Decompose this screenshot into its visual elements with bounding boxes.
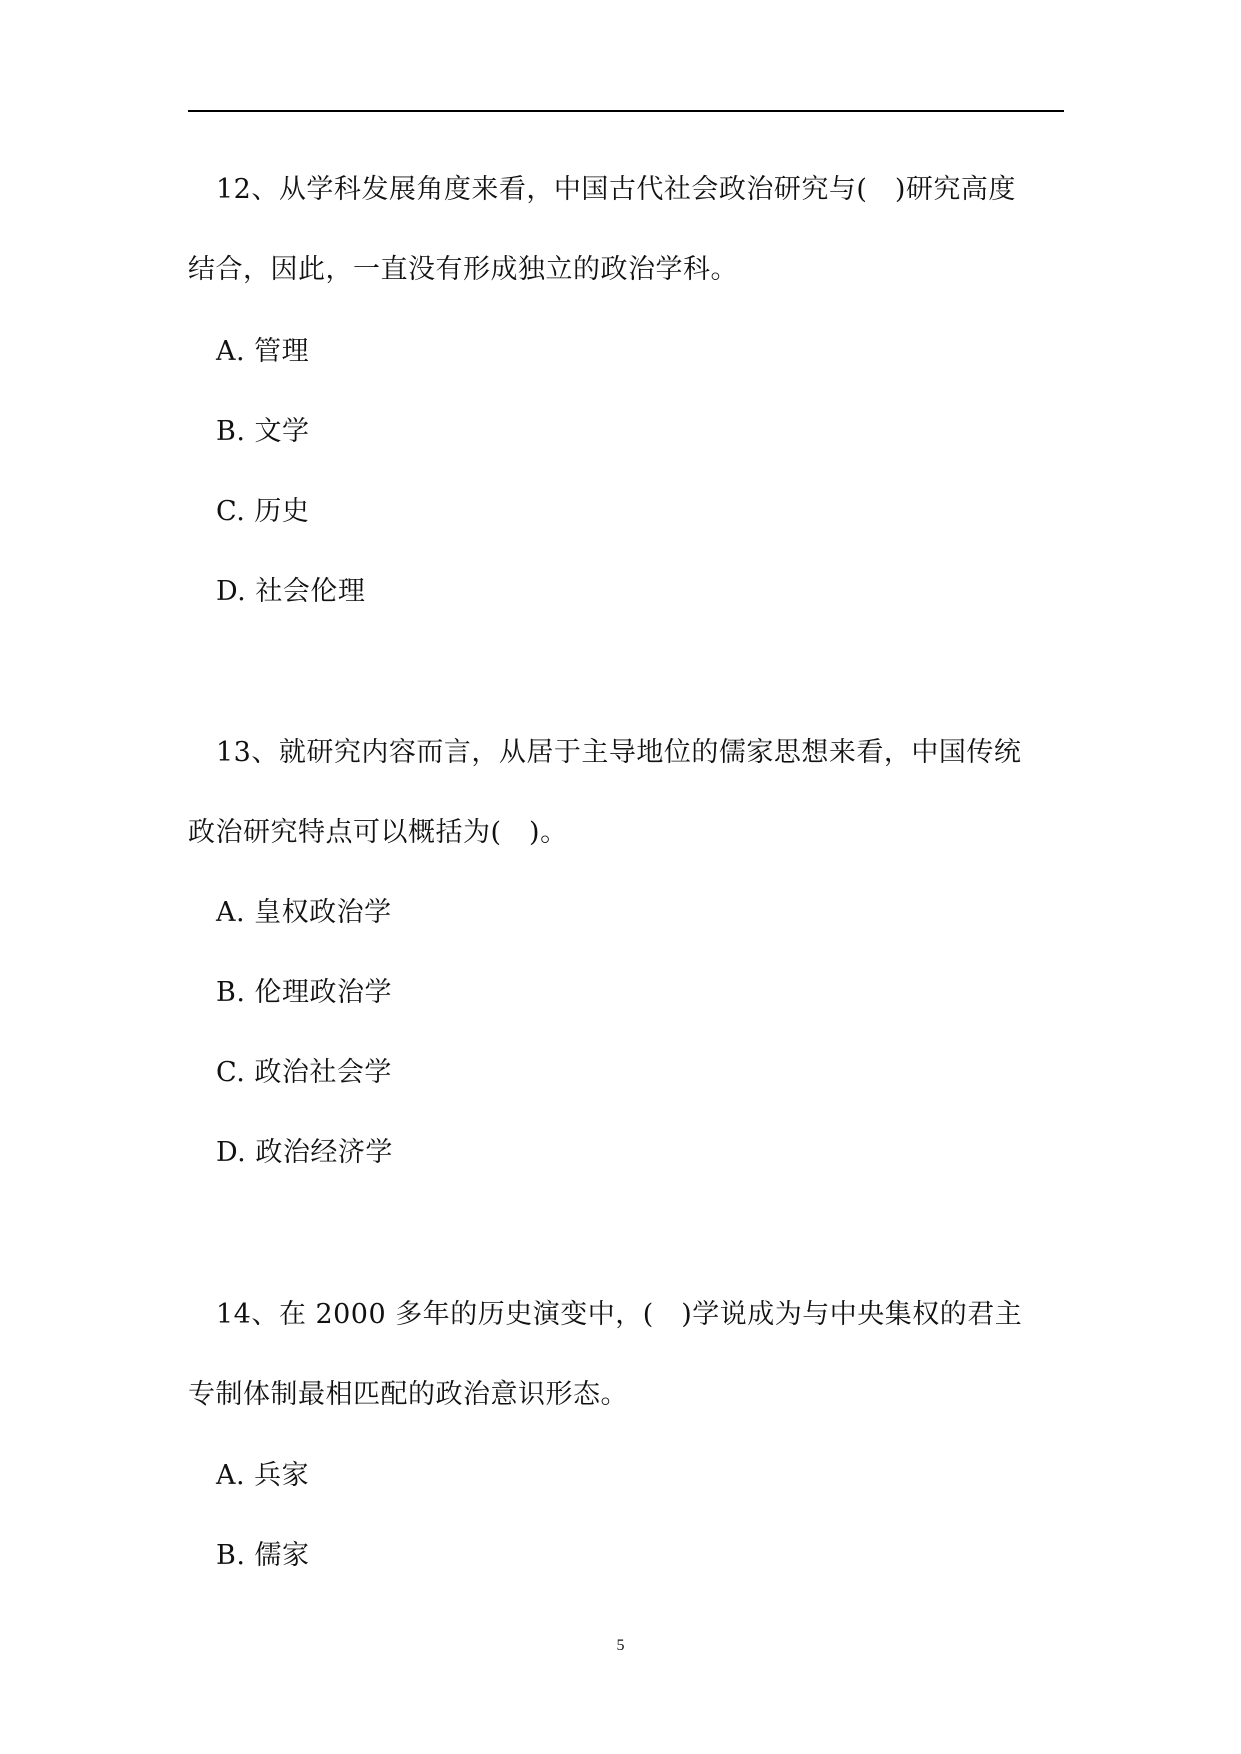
question-stem-line: 政治研究特点可以概括为( )。 (188, 817, 568, 848)
question-stem-line: 13、就研究内容而言，从居于主导地位的儒家思想来看，中国传统 (216, 737, 1022, 768)
option-b: B. 伦理政治学 (216, 977, 393, 1008)
page-number: 5 (616, 1637, 625, 1654)
option-c: C. 政治社会学 (216, 1057, 392, 1088)
option-d: D. 政治经济学 (216, 1137, 393, 1168)
option-c: C. 历史 (216, 496, 310, 527)
question-stem-line: 结合，因此，一直没有形成独立的政治学科。 (188, 254, 738, 285)
option-d: D. 社会伦理 (216, 576, 366, 607)
option-a: A. 兵家 (216, 1460, 310, 1491)
question-stem-line: 12、从学科发展角度来看，中国古代社会政治研究与( )研究高度 (216, 174, 1016, 205)
question-stem-line: 14、在 2000 多年的历史演变中，( )学说成为与中央集权的君主 (216, 1299, 1023, 1330)
option-a: A. 皇权政治学 (216, 897, 392, 928)
option-b: B. 儒家 (216, 1540, 310, 1571)
option-b: B. 文学 (216, 416, 310, 447)
question-stem-line: 专制体制最相匹配的政治意识形态。 (188, 1379, 628, 1410)
header-rule (188, 110, 1064, 112)
option-a: A. 管理 (216, 336, 310, 367)
